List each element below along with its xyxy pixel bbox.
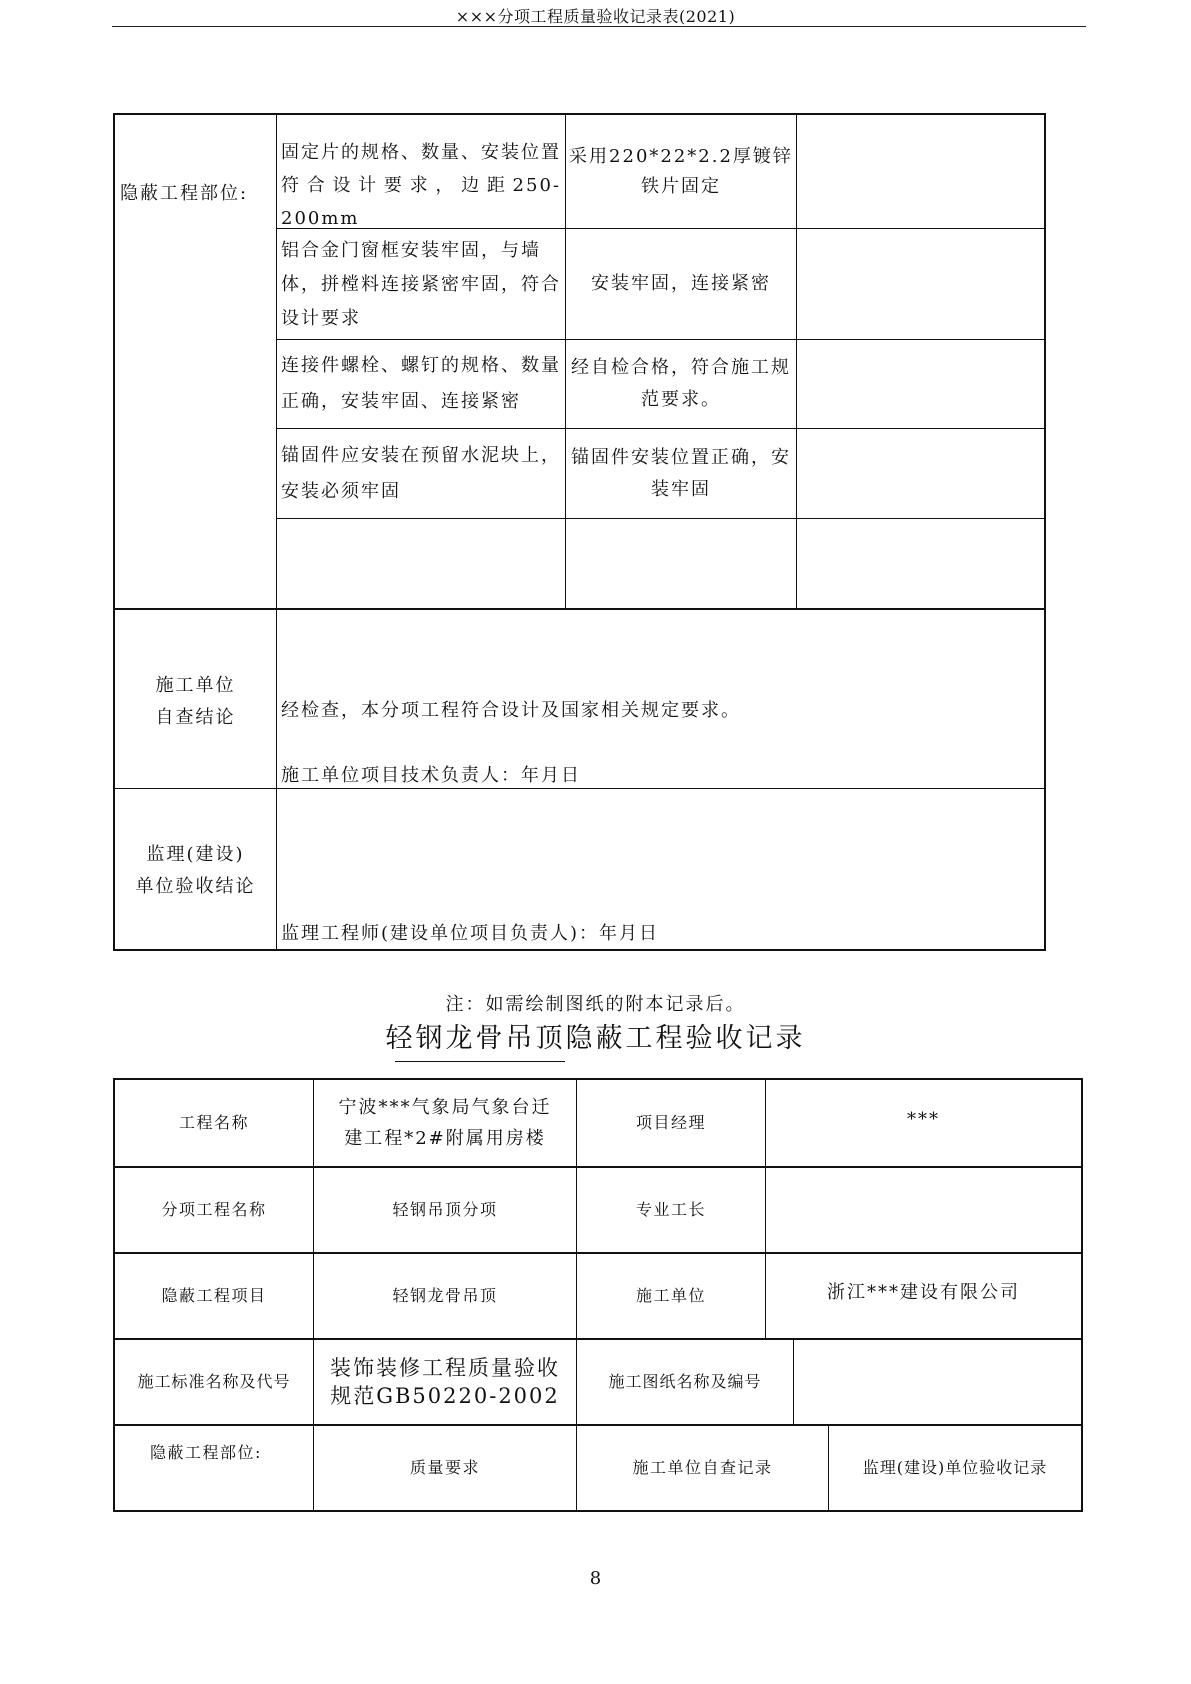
page-header: ×××分项工程质量验收记录表(2021)	[455, 7, 736, 26]
sub-project-label	[115, 1168, 313, 1252]
quality-requirement-header-text: 质量要求	[409, 1458, 480, 1477]
table-row-1-supervision	[797, 115, 1044, 228]
hidden-item-label	[115, 1254, 313, 1338]
standard-label-text: 施工标准名称及代号	[137, 1372, 291, 1391]
self-check-record-header-text: 施工单位自查记录	[632, 1458, 773, 1477]
drawing-label	[577, 1340, 793, 1424]
sub-project-value	[314, 1168, 576, 1252]
supervision-conclusion-label	[115, 839, 276, 903]
contractor-value-text: 浙江***建设有限公司	[827, 1282, 1020, 1303]
project-name-value	[314, 1080, 576, 1166]
project-manager-value-text: ***	[907, 1109, 940, 1130]
project-manager-label-text: 项目经理	[635, 1113, 706, 1132]
supervision-record-header-text: 监理(建设)单位验收记录	[862, 1458, 1048, 1477]
standard-label	[115, 1340, 313, 1424]
title-underline	[395, 1061, 565, 1062]
table-row-5-requirement	[281, 519, 561, 608]
project-name-label	[115, 1080, 313, 1166]
table-row-2-requirement: 铝合金门窗框安装牢固，与墙体，拼樘料连接紧密牢固，符合设计要求	[281, 240, 561, 329]
hidden-part-label: 隐蔽工程部位:	[120, 183, 249, 204]
supervision-conclusion-label-line2: 单位验收结论	[135, 876, 256, 897]
project-manager-label	[577, 1080, 765, 1166]
table-row-1-requirement: 固定片的规格、数量、安装位置符合设计要求，边距250-200mm	[281, 142, 561, 229]
supervision-conclusion-label-line1: 监理(建设)	[146, 844, 245, 865]
construction-conclusion-label-line1: 施工单位	[155, 675, 236, 696]
construction-conclusion-label	[115, 670, 276, 734]
hidden-part-label-2: 隐蔽工程部位:	[150, 1443, 262, 1462]
standard-value	[314, 1340, 576, 1424]
table-row-1-self-check	[566, 115, 796, 228]
header-rule	[112, 26, 1086, 27]
contractor-label-text: 施工单位	[635, 1286, 706, 1305]
form-title: 轻钢龙骨吊顶隐蔽工程验收记录	[385, 1023, 806, 1054]
table-row-3-self-check	[566, 340, 796, 428]
page-number: 8	[589, 1568, 602, 1589]
self-check-record-header	[577, 1426, 828, 1510]
table-row-5-supervision	[797, 519, 1044, 608]
hidden-item-value-text: 轻钢龙骨吊顶	[392, 1286, 498, 1305]
drawing-label-text: 施工图纸名称及编号	[608, 1372, 762, 1391]
supervision-signer: 监理工程师(建设单位项目负责人)：年月日	[281, 923, 660, 944]
table-row-2-self-check	[566, 229, 796, 339]
table-row-3-requirement: 连接件螺栓、螺钉的规格、数量正确，安装牢固、连接紧密	[281, 355, 561, 412]
table-row-5-self-check	[566, 519, 796, 608]
table-row-4-self-check-text: 锚固件安装位置正确，安装牢固	[571, 446, 791, 500]
quality-requirement-header	[314, 1426, 576, 1510]
table-row-4-supervision	[797, 429, 1044, 518]
construction-conclusion-label-line2: 自查结论	[155, 707, 236, 728]
project-name-value-text: 宁波***气象局气象台迁建工程*2#附属用房楼	[338, 1097, 552, 1149]
drawing-value	[794, 1340, 1081, 1424]
standard-value-text: 装饰装修工程质量验收规范GB50220-2002	[330, 1356, 560, 1408]
contractor-value	[766, 1254, 1081, 1332]
table-row-2-supervision	[797, 229, 1044, 339]
project-name-label-text: 工程名称	[178, 1113, 249, 1132]
table-row-4-requirement: 锚固件应安装在预留水泥块上，安装必须牢固	[281, 445, 561, 502]
sub-project-label-text: 分项工程名称	[161, 1200, 267, 1219]
table-row-3-self-check-text: 经自检合格，符合施工规范要求。	[571, 357, 791, 410]
project-manager-value	[766, 1080, 1081, 1160]
hidden-item-label-text: 隐蔽工程项目	[161, 1286, 267, 1305]
table-row-3-supervision	[797, 340, 1044, 428]
foreman-label-text: 专业工长	[635, 1200, 706, 1219]
table-row-1-self-check-text: 采用220*22*2.2厚镀锌铁片固定	[569, 145, 793, 197]
foreman-value	[766, 1168, 1081, 1252]
table-row-4-self-check	[566, 429, 796, 518]
construction-signer: 施工单位项目技术负责人：年月日	[281, 765, 581, 786]
contractor-label	[577, 1254, 765, 1338]
hidden-item-value	[314, 1254, 576, 1338]
sub-project-value-text: 轻钢吊顶分项	[392, 1200, 498, 1219]
supervision-record-header	[829, 1426, 1081, 1510]
foreman-label	[577, 1168, 765, 1252]
construction-conclusion-text: 经检查，本分项工程符合设计及国家相关规定要求。	[281, 700, 741, 721]
table-row-2-self-check-text: 安装牢固，连接紧密	[591, 273, 771, 294]
table-note: 注：如需绘制图纸的附本记录后。	[445, 994, 746, 1015]
